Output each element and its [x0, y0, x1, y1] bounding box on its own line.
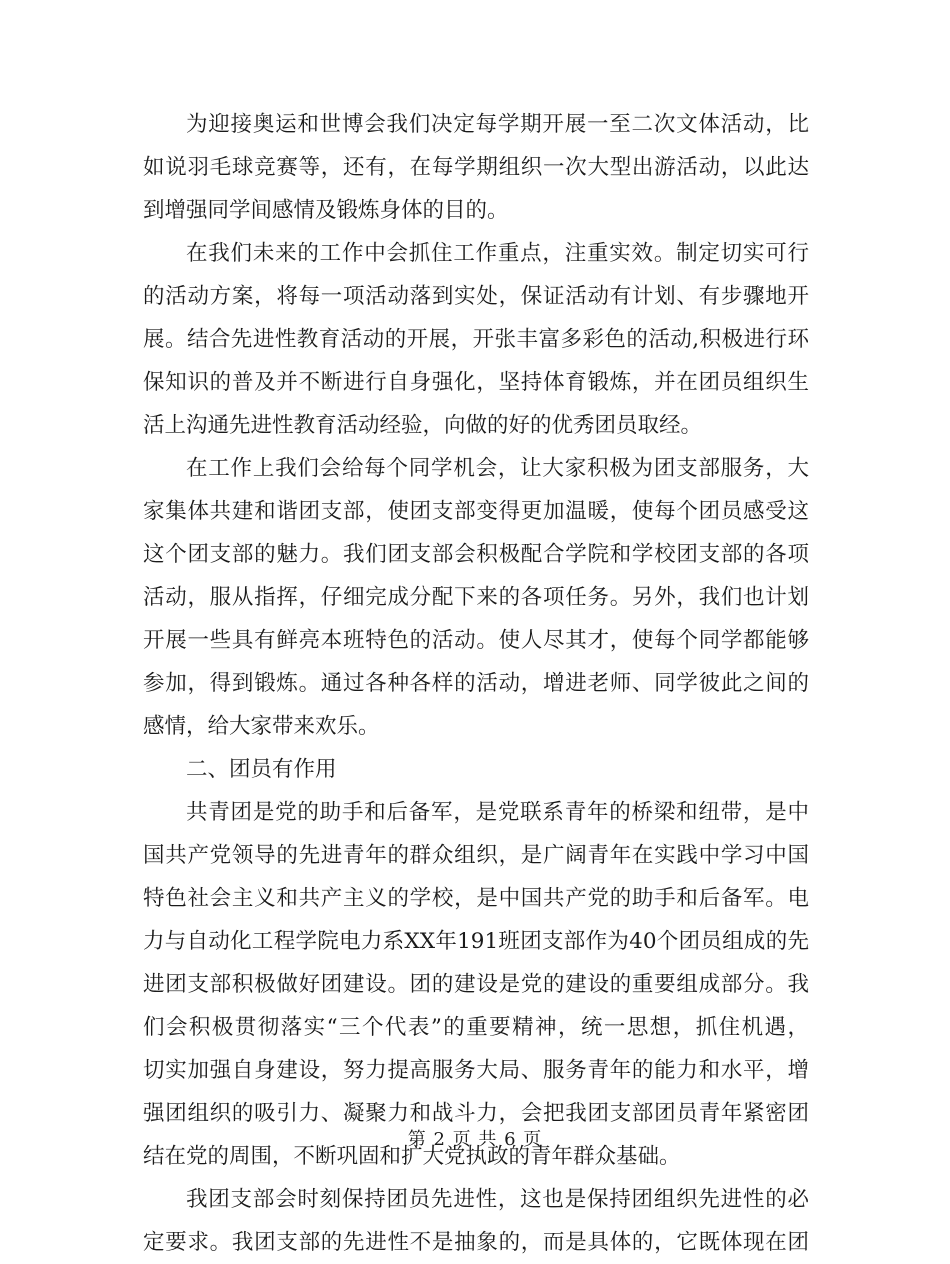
text-line: 家集体共建和谐团支部，使团支部变得更加温暖，使每个团员感受这	[143, 499, 809, 524]
body-text	[143, 103, 809, 1264]
text-line: 们会积极贯彻落实“三个代表”的重要精神，统一思想，抓住机遇，	[143, 1015, 809, 1040]
text-line: 的活动方案，将每一项活动落到实处，保证活动有计划、有步骤地开	[143, 284, 809, 309]
text-line: 特色社会主义和共产主义的学校，是中国共产党的助手和后备军。电	[143, 886, 809, 911]
text-line: 共青团是党的助手和后备军，是党联系青年的桥梁和纽带，是中	[186, 800, 809, 825]
text-line: 参加，得到锻炼。通过各种各样的活动，增进老师、同学彼此之间的	[143, 671, 809, 696]
text-line: 感情，给大家带来欢乐。	[143, 714, 380, 739]
text-line: 切实加强自身建设，努力提高服务大局、服务青年的能力和水平，增	[143, 1058, 809, 1083]
text-line: 在工作上我们会给每个同学机会，让大家积极为团支部服务，大	[186, 456, 809, 481]
text-line: 保知识的普及并不断进行自身强化，坚持体育锻炼，并在团员组织生	[143, 370, 809, 395]
text-line: 国共产党领导的先进青年的群众组织，是广阔青年在实践中学习中国	[143, 843, 809, 868]
text-line: 力与自动化工程学院电力系XX年191班团支部作为40个团员组成的先	[143, 929, 809, 954]
text-line: 为迎接奥运和世博会我们决定每学期开展一至二次文体活动，比	[186, 112, 809, 137]
text-line: 这个团支部的魅力。我们团支部会积极配合学院和学校团支部的各项	[143, 542, 809, 567]
text-line: 结在党的周围，不断巩固和扩大党执政的青年群众基础。	[143, 1144, 681, 1169]
text-line: 到增强同学间感情及锻炼身体的目的。	[143, 198, 509, 223]
text-line: 定要求。我团支部的先进性不是抽象的，而是具体的，它既体现在团	[143, 1230, 809, 1255]
text-line: 活上沟通先进性教育活动经验，向做的好的优秀团员取经。	[143, 413, 703, 438]
text-line: 活动，服从指挥，仔细完成分配下来的各项任务。另外，我们也计划	[143, 585, 809, 610]
text-line: 开展一些具有鲜亮本班特色的活动。使人尽其才，使每个同学都能够	[143, 628, 809, 653]
text-line: 展。结合先进性教育活动的开展，开张丰富多彩色的活动,积极进行环	[143, 327, 809, 352]
text-line: 我团支部会时刻保持团员先进性，这也是保持团组织先进性的必	[186, 1187, 809, 1212]
page-footer: 第 2 页 共 6 页	[407, 1129, 543, 1150]
text-line: 进团支部积极做好团建设。团的建设是党的建设的重要组成部分。我	[143, 972, 809, 997]
text-line: 在我们未来的工作中会抓住工作重点，注重实效。制定切实可行	[186, 241, 809, 266]
text-line: 如说羽毛球竞赛等，还有，在每学期组织一次大型出游活动，以此达	[143, 155, 809, 180]
text-line: 强团组织的吸引力、凝聚力和战斗力，会把我团支部团员青年紧密团	[143, 1101, 809, 1126]
text-line: 二、团员有作用	[186, 757, 337, 782]
